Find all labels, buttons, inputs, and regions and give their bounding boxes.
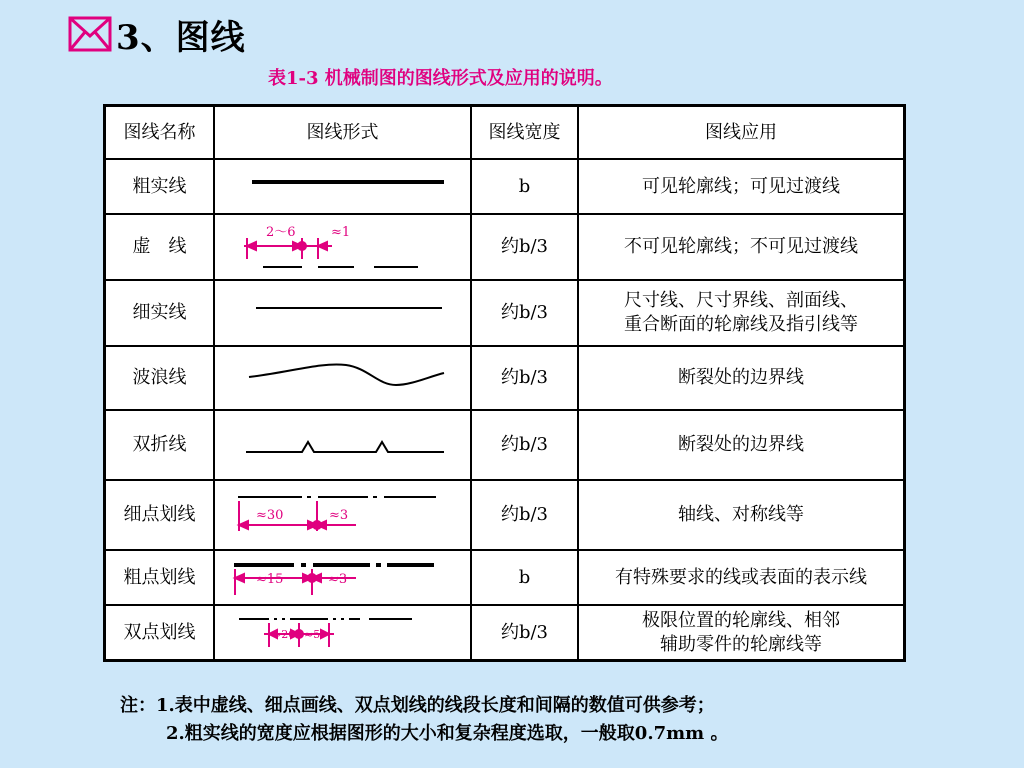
- dim-label: ≈30: [256, 508, 284, 523]
- row-line-width: 约b/3: [500, 236, 549, 257]
- dim-label: ≈15: [256, 572, 284, 587]
- header-line-width: 图线宽度: [488, 121, 561, 143]
- row-line-name: 虚 线: [132, 236, 187, 257]
- usage-line: 尺寸线、尺寸界线、剖面线、: [624, 290, 858, 311]
- double-break-line-sample: [246, 442, 444, 452]
- line-form-samples: [106, 107, 903, 659]
- dim-label: ≈3: [328, 572, 348, 587]
- row-line-width: 约b/3: [500, 434, 549, 455]
- dim-label: ≈5: [304, 628, 321, 641]
- envelope-icon: [68, 16, 112, 52]
- dim-label: 2～6: [266, 225, 296, 240]
- note-line-1: 注：1.表中虚线、细点画线、双点划线的线段长度和间隔的数值可供参考；: [120, 695, 715, 716]
- row-line-width: b: [518, 566, 531, 588]
- row-line-usage: 有特殊要求的线或表面的表示线: [615, 566, 867, 588]
- row-line-usage: 断裂处的边界线: [678, 367, 804, 388]
- thick-dot-dash-line-sample: [234, 565, 434, 595]
- wavy-line-sample: [249, 364, 444, 385]
- row-line-width: 约b/3: [500, 302, 549, 323]
- row-line-width: 约b/3: [500, 621, 549, 643]
- usage-line: 重合断面的轮廓线及指引线等: [624, 314, 858, 335]
- row-line-usage: 不可见轮廓线；不可见过渡线: [624, 236, 858, 257]
- slide-heading: [68, 10, 246, 58]
- header-line-form: 图线形式: [306, 121, 379, 143]
- dashed-line-sample: [244, 225, 418, 267]
- row-line-width: b: [518, 175, 531, 197]
- row-line-name: 粗点划线: [123, 566, 196, 588]
- double-dot-dash-line-sample: [239, 619, 412, 647]
- note-line-2: 2.粗实线的宽度应根据图形的大小和复杂程度选取，一般取0.7mm 。: [166, 723, 729, 744]
- table-notes: [120, 692, 728, 748]
- dim-label: ≈3: [329, 508, 349, 523]
- header-line-usage: 图线应用: [705, 121, 777, 143]
- table-caption: 表1-3 机械制图的图线形式及应用的说明。: [268, 68, 613, 89]
- row-line-usage: 断裂处的边界线: [678, 434, 804, 455]
- line-types-table: [103, 104, 906, 662]
- row-line-name: 双折线: [132, 434, 187, 455]
- row-line-width: 约b/3: [500, 504, 549, 525]
- row-line-name: 细点划线: [123, 504, 196, 525]
- usage-line: 极限位置的轮廓线、相邻: [642, 609, 840, 631]
- row-line-name: 波浪线: [132, 367, 187, 388]
- row-line-name: 粗实线: [132, 175, 187, 197]
- row-line-usage: 轴线、对称线等: [678, 504, 804, 525]
- dim-label: ≈1: [331, 225, 351, 240]
- row-line-usage: 可见轮廓线；可见过渡线: [642, 175, 840, 197]
- page-title: 3、图线: [116, 17, 246, 58]
- dim-label: ≈20: [272, 628, 296, 641]
- thin-dot-dash-line-sample: [238, 497, 436, 531]
- header-line-name: 图线名称: [123, 121, 196, 143]
- usage-line: 辅助零件的轮廓线等: [660, 633, 822, 655]
- row-line-name: 双点划线: [123, 621, 196, 643]
- row-line-width: 约b/3: [500, 367, 549, 388]
- row-line-name: 细实线: [132, 302, 187, 323]
